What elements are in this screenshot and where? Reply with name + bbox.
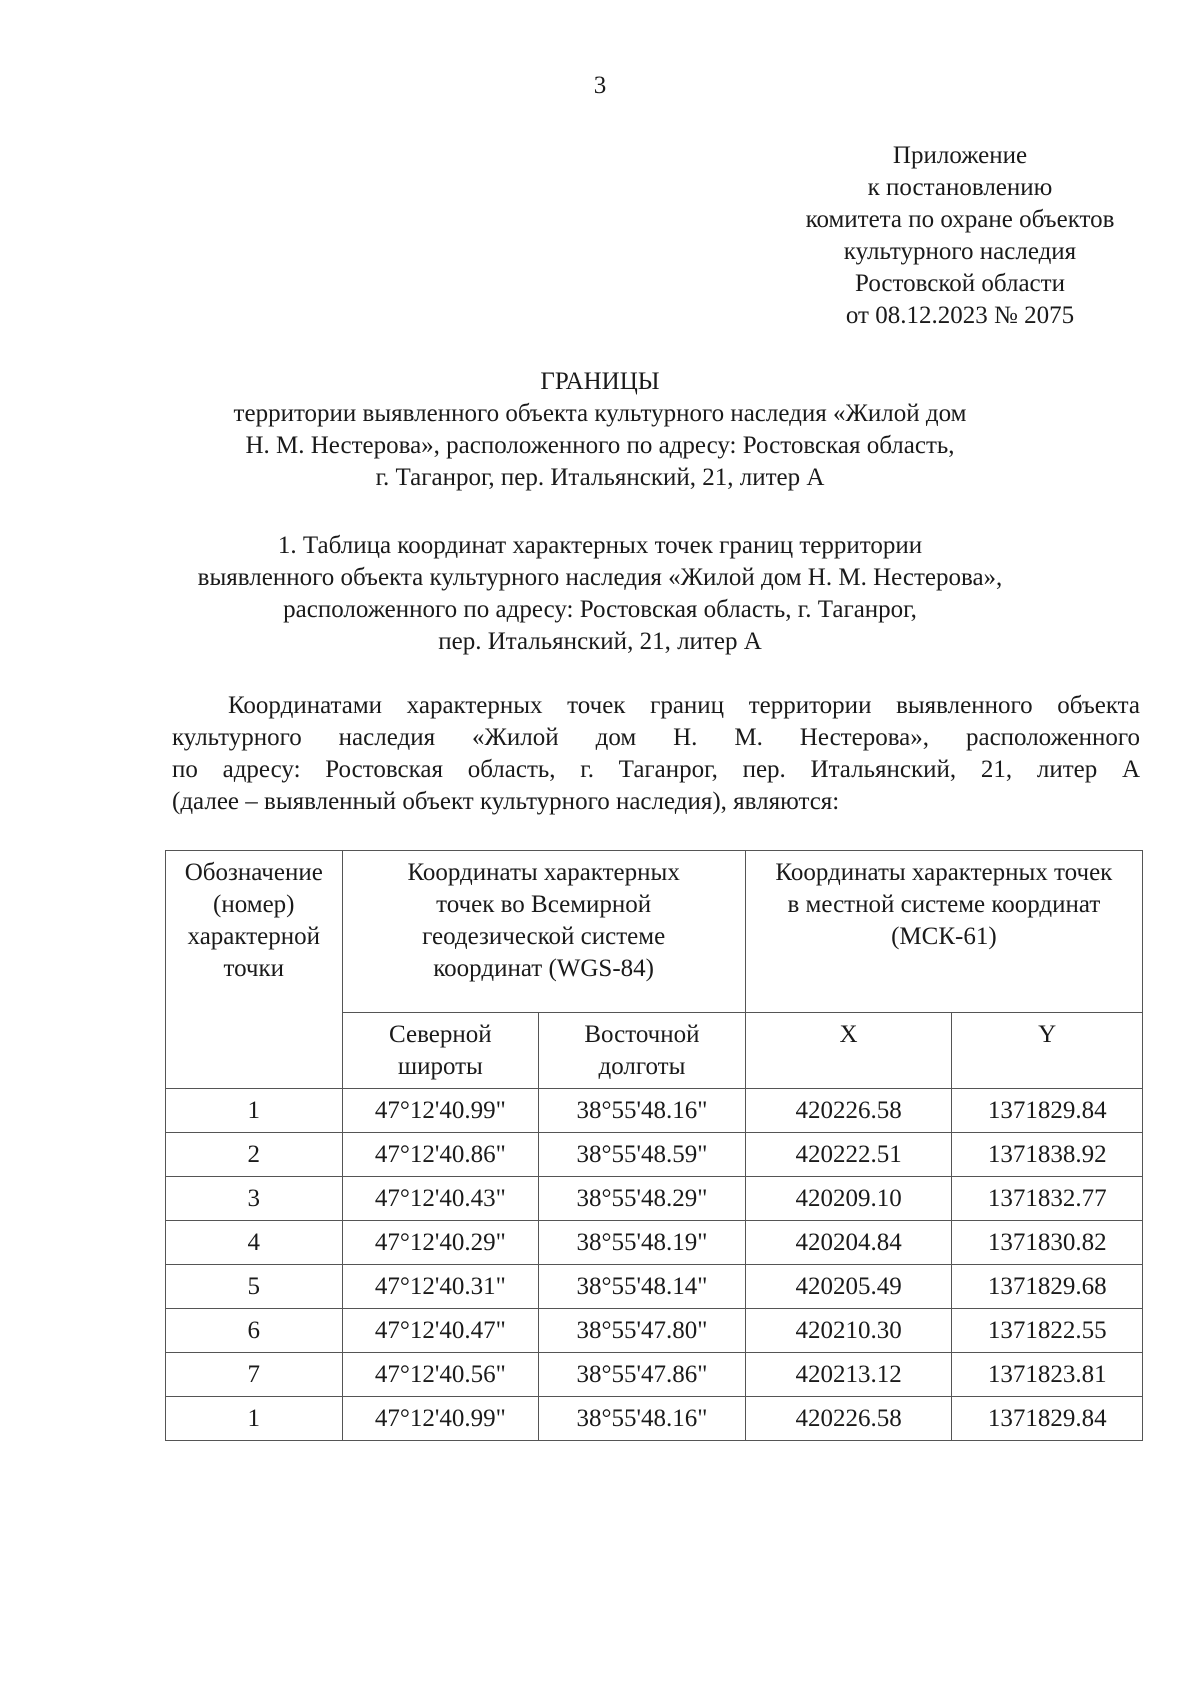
intro-line: (далее – выявленный объект культурного наследия), являются: (172, 788, 840, 815)
cell-lat: 47°12'40.29" (342, 1221, 539, 1265)
title-line: г. Таганрог, пер. Итальянский, 21, литер А (375, 464, 825, 491)
header-text: точки (223, 955, 285, 982)
table-row (166, 1265, 1143, 1309)
cell-x: 420222.51 (745, 1133, 952, 1177)
cell-point: 5 (166, 1265, 343, 1309)
cell-x: 420209.10 (745, 1177, 952, 1221)
cell-point: 6 (166, 1309, 343, 1353)
title-line: территории выявленного объекта культурного наследия «Жилой дом (233, 400, 967, 427)
cell-x: 420226.58 (745, 1089, 952, 1133)
section-heading (0, 530, 1200, 658)
header-point (166, 851, 343, 1089)
header-text: Координаты характерных (407, 859, 680, 886)
title-heading: ГРАНИЦЫ (540, 368, 660, 395)
header-text: геодезической системе (422, 923, 666, 950)
title-line: Н. М. Нестерова», расположенного по адресу: Ростовская область, (245, 432, 955, 459)
header-text: долготы (598, 1053, 686, 1080)
table-row (166, 1353, 1143, 1397)
cell-x: 420226.58 (745, 1397, 952, 1441)
cell-x: 420205.49 (745, 1265, 952, 1309)
header-text: Восточной (584, 1021, 700, 1048)
header-wgs84 (342, 851, 745, 1013)
cell-point: 4 (166, 1221, 343, 1265)
cell-point: 1 (166, 1397, 343, 1441)
appendix-line: Приложение (892, 142, 1028, 169)
appendix-line: от 08.12.2023 № 2075 (845, 302, 1075, 329)
intro-line: Координатами характерных точек границ территории выявленного объекта (228, 692, 1140, 719)
table-row (166, 1089, 1143, 1133)
appendix-line: культурного наследия (843, 238, 1077, 265)
cell-x: 420204.84 (745, 1221, 952, 1265)
section-line: расположенного по адресу: Ростовская область, г. Таганрог, (283, 596, 917, 623)
table-row (166, 1309, 1143, 1353)
intro-paragraph (172, 690, 1140, 818)
header-text: характерной (187, 923, 320, 950)
cell-lon: 38°55'48.59" (539, 1133, 746, 1177)
cell-lat: 47°12'40.31" (342, 1265, 539, 1309)
cell-point: 2 (166, 1133, 343, 1177)
header-text: (МСК-61) (891, 923, 997, 950)
cell-point: 7 (166, 1353, 343, 1397)
coordinates-table (165, 850, 1143, 1441)
header-text: Обозначение (184, 859, 323, 886)
cell-y: 1371832.77 (952, 1177, 1143, 1221)
table-row (166, 1397, 1143, 1441)
header-msk61 (745, 851, 1142, 1013)
table-header-row (166, 851, 1143, 1013)
document-title (0, 366, 1200, 494)
header-y: Y (952, 1013, 1143, 1089)
appendix-line: к постановлению (867, 174, 1053, 201)
cell-lon: 38°55'48.19" (539, 1221, 746, 1265)
cell-y: 1371823.81 (952, 1353, 1143, 1397)
cell-lat: 47°12'40.86" (342, 1133, 539, 1177)
section-line: 1. Таблица координат характерных точек границ территории (277, 532, 923, 559)
cell-y: 1371830.82 (952, 1221, 1143, 1265)
cell-x: 420210.30 (745, 1309, 952, 1353)
header-text: точек во Всемирной (436, 891, 652, 918)
cell-lon: 38°55'48.16" (539, 1089, 746, 1133)
section-line: пер. Итальянский, 21, литер А (438, 628, 762, 655)
header-text: Северной (389, 1021, 492, 1048)
cell-y: 1371822.55 (952, 1309, 1143, 1353)
cell-y: 1371829.68 (952, 1265, 1143, 1309)
cell-lat: 47°12'40.56" (342, 1353, 539, 1397)
cell-lat: 47°12'40.99" (342, 1397, 539, 1441)
cell-lat: 47°12'40.47" (342, 1309, 539, 1353)
table-row (166, 1221, 1143, 1265)
table-row (166, 1177, 1143, 1221)
page-number: 3 (593, 72, 607, 99)
cell-lat: 47°12'40.43" (342, 1177, 539, 1221)
cell-lat: 47°12'40.99" (342, 1089, 539, 1133)
cell-lon: 38°55'47.80" (539, 1309, 746, 1353)
cell-lon: 38°55'47.86" (539, 1353, 746, 1397)
section-line: выявленного объекта культурного наследия «Жилой дом Н. М. Нестерова», (197, 564, 1003, 591)
cell-y: 1371838.92 (952, 1133, 1143, 1177)
intro-line: по адресу: Ростовская область, г. Таганрог, пер. Итальянский, 21, литер А (172, 756, 1140, 783)
cell-x: 420213.12 (745, 1353, 952, 1397)
header-x: X (745, 1013, 952, 1089)
header-longitude (539, 1013, 746, 1089)
cell-lon: 38°55'48.29" (539, 1177, 746, 1221)
header-text: (номер) (213, 891, 295, 918)
cell-y: 1371829.84 (952, 1089, 1143, 1133)
appendix-line: Ростовской области (855, 270, 1065, 297)
cell-y: 1371829.84 (952, 1397, 1143, 1441)
header-text: Координаты характерных точек (775, 859, 1113, 886)
intro-line: культурного наследия «Жилой дом Н. М. Нестерова», расположенного (172, 724, 1140, 751)
header-text: в местной системе координат (787, 891, 1101, 918)
cell-lon: 38°55'48.16" (539, 1397, 746, 1441)
appendix-line: комитета по охране объектов (805, 206, 1115, 233)
cell-point: 1 (166, 1089, 343, 1133)
appendix-block (730, 140, 1190, 332)
header-text: координат (WGS-84) (433, 955, 654, 982)
cell-lon: 38°55'48.14" (539, 1265, 746, 1309)
header-text: широты (397, 1053, 483, 1080)
cell-point: 3 (166, 1177, 343, 1221)
header-latitude (342, 1013, 539, 1089)
table-row (166, 1133, 1143, 1177)
